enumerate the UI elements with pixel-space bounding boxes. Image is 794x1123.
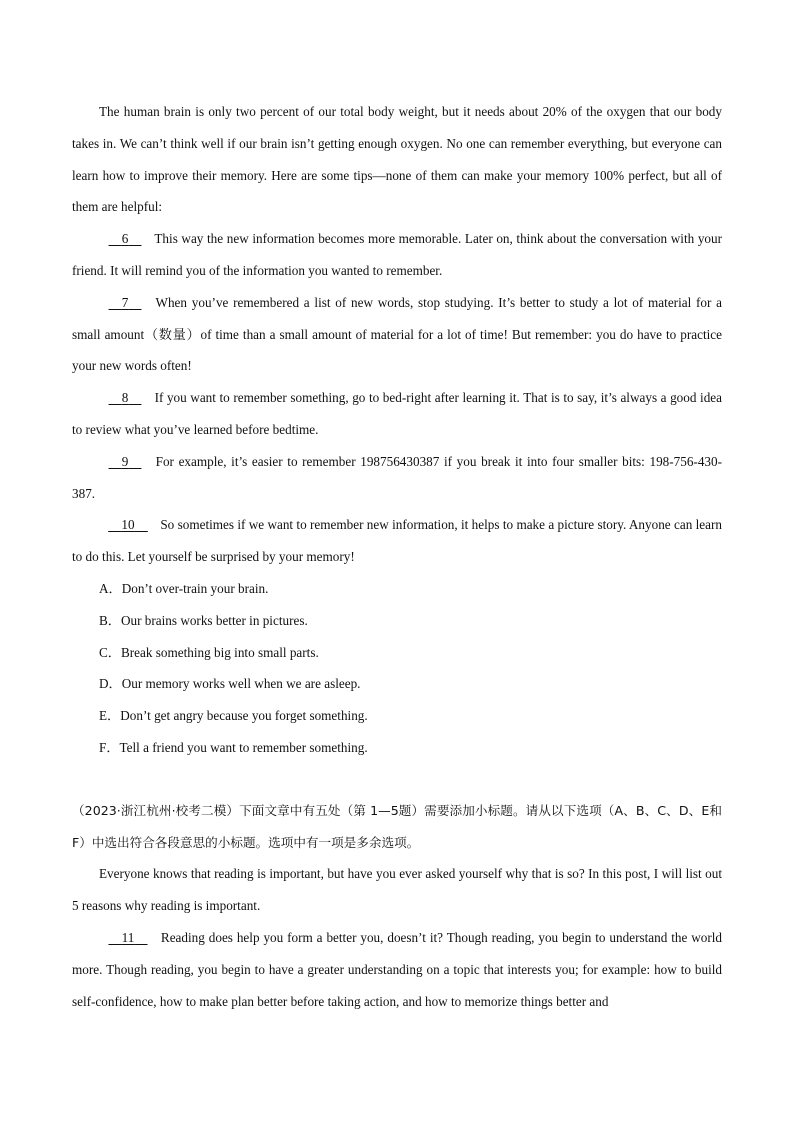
section-gap xyxy=(72,764,722,795)
passage2-heading: （2023·浙江杭州·校考二模）下面文章中有五处（第 1—5题）需要添加小标题。请从以下选项（A、B、C、D、E和F）中选出符合各段意思的小标题。选项中有一项是多余选项。 xyxy=(72,802,722,850)
option-e: E．Don’t get angry because you forget something. xyxy=(99,708,368,724)
blank-6[interactable]: 6 xyxy=(121,231,129,247)
option-b: B．Our brains works better in pictures. xyxy=(99,612,308,628)
document-page xyxy=(72,96,722,1017)
passage1-paragraph-10: 10 So sometimes if we want to remember new information, it helps to make a picture story. Anyone can learn to do this. Let yourself be surprised by your memory! xyxy=(72,509,722,573)
option-d: D．Our memory works well when we are asleep. xyxy=(99,676,361,692)
blank-10[interactable]: 10 xyxy=(121,517,135,533)
passage1-paragraph-8: 8 If you want to remember something, go to bed-right after learning it. That is to say, it’s always a good idea to review what you’ve learned before bedtime. xyxy=(72,382,722,446)
blank-7[interactable]: 7 xyxy=(121,294,129,310)
blank-8[interactable]: 8 xyxy=(121,390,129,406)
passage2-paragraph-11: 11 Reading does help you form a better you, doesn’t it? Though reading, you begin to understand the world more. Though reading, you begin to have a greater understanding on a topic that interests you; for example: how to build self-confidence, how to make plan better before taking action, and how to memorize things better and xyxy=(72,922,722,1017)
option-f: F．Tell a friend you want to remember something. xyxy=(99,739,368,755)
passage1-paragraph-7: 7 When you’ve remembered a list of new words, stop studying. It’s better to study a lot of material for a small amount（数量）of time than a small amount of material for a lot of time! But remember: you do have to practice your new words often! xyxy=(72,287,722,382)
blank-11[interactable]: 11 xyxy=(121,929,135,945)
passage1-intro: The human brain is only two percent of our total body weight, but it needs about 20% of the oxygen that our body takes in. We can’t think well if our brain isn’t getting enough oxygen. No one can remember everything, but everyone can learn how to improve their memory. Here are some tips—none of them can make your memory 100% perfect, but all of them are helpful: xyxy=(72,104,722,215)
passage2-intro: Everyone knows that reading is important, but have you ever asked yourself why that is so? In this post, I will list out 5 reasons why reading is important. xyxy=(72,866,722,914)
passage1-paragraph-9: 9 For example, it’s easier to remember 198756430387 if you break it into four smaller bits: 198-756-430-387. xyxy=(72,446,722,510)
option-a: A．Don’t over-train your brain. xyxy=(99,580,269,596)
option-c: C．Break something big into small parts. xyxy=(99,644,319,660)
blank-9[interactable]: 9 xyxy=(121,453,129,469)
passage1-paragraph-6: 6 This way the new information becomes more memorable. Later on, think about the conversation with your friend. It will remind you of the information you wanted to remember. xyxy=(72,223,722,287)
